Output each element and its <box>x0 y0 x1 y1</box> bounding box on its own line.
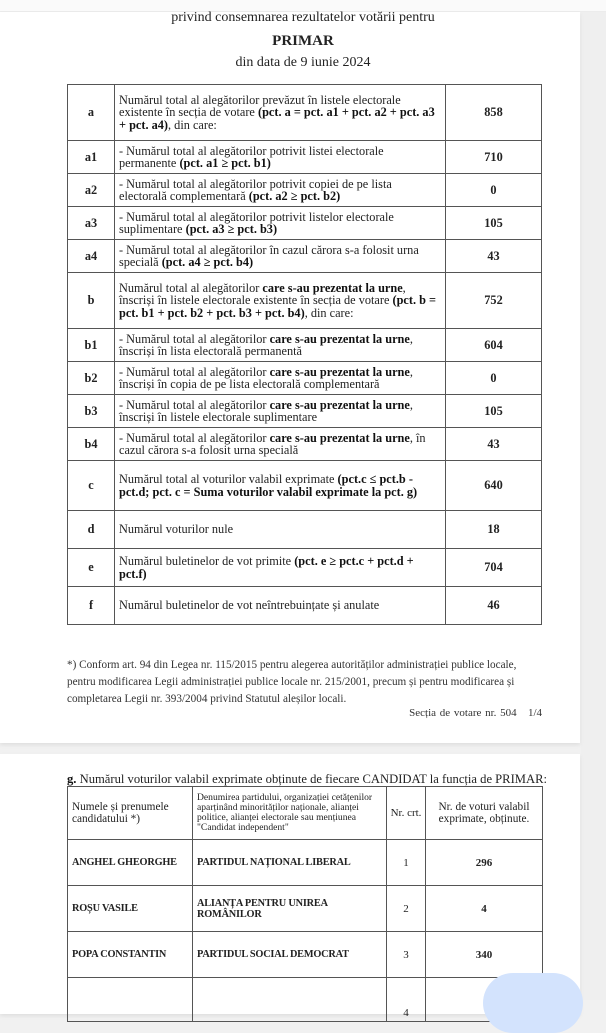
candidates-header-row <box>68 787 543 840</box>
row-description <box>115 511 446 549</box>
candidate-nr: 4 <box>387 978 426 1022</box>
description-text: Numărul total al voturilor valabil exprimate <box>119 472 338 486</box>
description-text: - Numărul total al alegătorilor potrivit listelor electorale suplimentare <box>119 209 394 236</box>
table-row-c <box>68 461 542 511</box>
candidate-nr: 2 <box>387 886 426 932</box>
description-text: Numărul total al alegătorilor <box>119 280 263 295</box>
condition-text: (pct. e ≥ pct.c + pct.d + pct.f) <box>119 554 414 581</box>
condition-text: (pct. a1 ≥ pct. b1) <box>179 156 271 170</box>
row-value: 43 <box>446 240 542 273</box>
description-text: - Numărul total al alegătorilor în cazul cărora s-a folosit urna specială <box>119 242 419 269</box>
row-description <box>115 273 446 329</box>
row-description <box>115 240 446 273</box>
candidate-row <box>68 840 543 886</box>
description-text: , înscriși în listele electorale existente în secția de votare <box>119 280 406 308</box>
candidate-nr: 1 <box>387 840 426 886</box>
office-title: PRIMAR <box>272 33 334 49</box>
section-g-text: Numărul voturilor valabil exprimate obținute de fiecare CANDIDAT la funcția de PRIMAR: <box>76 772 547 786</box>
section-g-title <box>67 772 567 787</box>
row-description <box>115 362 446 395</box>
row-code: f <box>68 587 115 625</box>
description-text: , înscriși în copia de pe lista electorală complementară <box>119 364 413 391</box>
row-value: 752 <box>446 273 542 329</box>
row-value: 18 <box>446 511 542 549</box>
candidate-party: PARTIDUL NAȚIONAL LIBERAL <box>193 840 387 886</box>
row-code: a <box>68 85 115 141</box>
results-summary-table <box>67 84 542 625</box>
description-text: - Numărul total al alegătorilor <box>119 397 270 412</box>
description-text: Numărul total al alegătorilor prevăzut în listele electorale existente în secția de votare <box>119 92 401 120</box>
table-row-a4 <box>68 240 542 273</box>
row-value: 0 <box>446 362 542 395</box>
header-votes: Nr. de voturi valabil exprimate, obținute. <box>426 787 543 840</box>
page-footer <box>400 707 542 719</box>
header-party: Denumirea partidului, organizației cetățenilor aparținând minorităților naționale, alianței politice, alianței electorale sau mențiunea "Candidat independent" <box>193 787 387 840</box>
row-value: 105 <box>446 207 542 240</box>
description-text: - Numărul total al alegătorilor potrivit copiei de pe lista electorală complementară <box>119 176 392 203</box>
candidate-votes: 296 <box>426 840 543 886</box>
candidates-table <box>67 786 543 1022</box>
row-code: e <box>68 549 115 587</box>
row-code: d <box>68 511 115 549</box>
description-text: Numărul buletinelor de vot neîntrebuințate și anulate <box>119 598 380 613</box>
table-row-b2 <box>68 362 542 395</box>
candidate-row <box>68 886 543 932</box>
row-description <box>115 428 446 461</box>
table-row-b3 <box>68 395 542 428</box>
condition-text: (pct. a = pct. a1 + pct. a2 + pct. a3 + pct. a4) <box>119 105 435 132</box>
row-description <box>115 587 446 625</box>
candidate-name: ANGHEL GHEORGHE <box>68 840 193 886</box>
table-row-a1 <box>68 141 542 174</box>
condition-text: (pct. a2 ≥ pct. b2) <box>248 189 341 203</box>
polling-station-label: Secția de votare nr. 504 <box>409 707 517 719</box>
description-text: , din care: <box>168 117 217 132</box>
description-text: , din care: <box>304 305 354 320</box>
candidate-name: POPA CONSTANTIN <box>68 932 193 978</box>
description-text: Numărul voturilor nule <box>119 522 234 537</box>
row-code: a3 <box>68 207 115 240</box>
table-row-b4 <box>68 428 542 461</box>
row-code: c <box>68 461 115 511</box>
row-description <box>115 207 446 240</box>
row-code: a1 <box>68 141 115 174</box>
description-text: , înscriși în listele electorale suplimentare <box>119 397 413 424</box>
table-row-d <box>68 511 542 549</box>
row-code: b3 <box>68 395 115 428</box>
row-value: 46 <box>446 587 542 625</box>
candidate-party: PARTIDUL SOCIAL DEMOCRAT <box>193 932 387 978</box>
row-value: 43 <box>446 428 542 461</box>
condition-text: care s-au prezentat la urne <box>269 331 410 346</box>
row-code: b2 <box>68 362 115 395</box>
table-row-e <box>68 549 542 587</box>
row-value: 704 <box>446 549 542 587</box>
election-date: din data de 9 iunie 2024 <box>235 55 371 70</box>
row-description <box>115 395 446 428</box>
description-text: - Numărul total al alegătorilor <box>119 331 270 346</box>
condition-text: (pct. a4 ≥ pct. b4) <box>161 255 254 269</box>
header-nr-crt: Nr. crt. <box>387 787 426 840</box>
description-text: - Numărul total al alegătorilor <box>119 364 270 379</box>
row-description <box>115 549 446 587</box>
condition-text: (pct.c ≤ pct.b - pct.d; pct. c = Suma voturilor valabil exprimate la pct. g) <box>119 472 418 499</box>
table-row-a3 <box>68 207 542 240</box>
viewer-scrollbar-track[interactable] <box>581 12 606 1000</box>
row-description <box>115 329 446 362</box>
document-subtitle: privind consemnarea rezultatelor votării pentru <box>171 10 435 25</box>
condition-text: (pct. b = pct. b1 + pct. b2 + pct. b3 + pct. b4) <box>119 293 437 320</box>
condition-text: care s-au prezentat la urne <box>262 280 403 295</box>
candidate-votes: 4 <box>426 886 543 932</box>
row-code: a4 <box>68 240 115 273</box>
row-code: b1 <box>68 329 115 362</box>
description-text: , în cazul cărora s-a folosit urna specială <box>119 430 426 457</box>
page-number: 1/4 <box>527 707 542 719</box>
table-row-a <box>68 85 542 141</box>
condition-text: care s-au prezentat la urne <box>269 364 410 379</box>
row-value: 0 <box>446 174 542 207</box>
floating-action-button[interactable] <box>483 973 583 1033</box>
candidate-name: ROȘU VASILE <box>68 886 193 932</box>
description-text: , înscriși în lista electorală permanentă <box>119 331 413 358</box>
row-value: 640 <box>446 461 542 511</box>
condition-text: care s-au prezentat la urne <box>269 397 410 412</box>
row-value: 710 <box>446 141 542 174</box>
row-code: b4 <box>68 428 115 461</box>
condition-text: care s-au prezentat la urne <box>269 430 410 445</box>
description-text: Numărul buletinelor de vot primite <box>119 554 295 568</box>
row-code: b <box>68 273 115 329</box>
section-g-label: g. <box>67 772 77 786</box>
table-row-a2 <box>68 174 542 207</box>
header-candidate-name: Numele și prenumele candidatului *) <box>68 787 193 840</box>
description-text: - Numărul total al alegătorilor <box>119 430 270 445</box>
table-row-b <box>68 273 542 329</box>
row-description <box>115 461 446 511</box>
condition-text: (pct. a3 ≥ pct. b3) <box>185 222 278 236</box>
table-row-b1 <box>68 329 542 362</box>
description-text: - Numărul total al alegătorilor potrivit listei electorale permanente <box>119 143 384 170</box>
row-description <box>115 141 446 174</box>
footnote: *) Conform art. 94 din Legea nr. 115/2015 pentru alegerea autorităților administrației publice locale, pentru modificarea Legii administrației publice locale nr. 215/2001, precum și pentru modificarea și completarea Legii nr. 393/2004 privind Statutul aleșilor locali. <box>67 659 517 705</box>
row-code: a2 <box>68 174 115 207</box>
row-value: 105 <box>446 395 542 428</box>
row-description <box>115 85 446 141</box>
row-value: 604 <box>446 329 542 362</box>
row-description <box>115 174 446 207</box>
candidate-party: ALIANȚA PENTRU UNIREA ROMÂNILOR <box>193 886 387 932</box>
row-value: 858 <box>446 85 542 141</box>
candidate-row <box>68 932 543 978</box>
table-row-f <box>68 587 542 625</box>
candidate-nr: 3 <box>387 932 426 978</box>
candidate-votes: 340 <box>426 932 543 978</box>
